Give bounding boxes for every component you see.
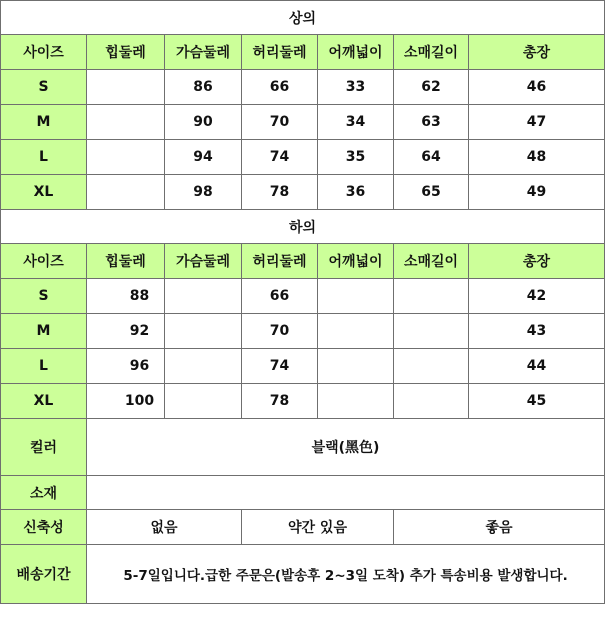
- col-header-waist: 허리둘레: [242, 35, 318, 70]
- table-row: [1, 314, 605, 349]
- bottom-header-row: [1, 244, 605, 279]
- color-row: [1, 419, 605, 476]
- waist-cell: 78: [242, 175, 318, 210]
- length-cell: 46: [469, 70, 605, 105]
- shipping-row: [1, 545, 605, 604]
- col-header-hip: 힙둘레: [87, 35, 165, 70]
- waist-cell: 74: [242, 140, 318, 175]
- length-cell: 47: [469, 105, 605, 140]
- waist-cell: 74: [242, 349, 318, 384]
- size-cell: M: [1, 314, 87, 349]
- hip-cell: 100: [87, 384, 165, 419]
- size-cell: L: [1, 140, 87, 175]
- table-row: [1, 175, 605, 210]
- hip-cell: [87, 140, 165, 175]
- chest-cell: [165, 384, 242, 419]
- shoulder-cell: [318, 314, 394, 349]
- length-cell: 49: [469, 175, 605, 210]
- table-row: [1, 384, 605, 419]
- top-section-title: 상의: [1, 1, 605, 35]
- hip-cell: [87, 175, 165, 210]
- sleeve-cell: 65: [394, 175, 469, 210]
- col-header-waist: 허리둘레: [242, 244, 318, 279]
- sleeve-cell: 62: [394, 70, 469, 105]
- stretch-option-none: 없음: [87, 510, 242, 545]
- bottom-section-title-row: [1, 210, 605, 244]
- hip-cell: 96: [87, 349, 165, 384]
- waist-cell: 70: [242, 314, 318, 349]
- size-cell: S: [1, 279, 87, 314]
- col-header-shoulder: 어깨넓이: [318, 35, 394, 70]
- shoulder-cell: [318, 384, 394, 419]
- hip-cell: [87, 105, 165, 140]
- table-row: [1, 70, 605, 105]
- col-header-chest: 가슴둘레: [165, 244, 242, 279]
- size-cell: M: [1, 105, 87, 140]
- table-row: [1, 349, 605, 384]
- size-cell: XL: [1, 384, 87, 419]
- stretch-option-good: 좋음: [394, 510, 605, 545]
- stretch-row: [1, 510, 605, 545]
- sleeve-cell: [394, 349, 469, 384]
- sleeve-cell: 64: [394, 140, 469, 175]
- length-cell: 48: [469, 140, 605, 175]
- material-row: [1, 476, 605, 510]
- waist-cell: 78: [242, 384, 318, 419]
- table-row: [1, 279, 605, 314]
- hip-cell: 92: [87, 314, 165, 349]
- waist-cell: 66: [242, 70, 318, 105]
- material-label: 소재: [1, 476, 87, 510]
- shipping-value: 5-7일입니다.급한 주문은(발송후 2~3일 도착) 추가 특송비용 발생합니다.: [87, 545, 605, 604]
- sleeve-cell: [394, 279, 469, 314]
- color-value: 블랙(黑色): [87, 419, 605, 476]
- sleeve-cell: [394, 384, 469, 419]
- shoulder-cell: [318, 279, 394, 314]
- chest-cell: [165, 279, 242, 314]
- sleeve-cell: 63: [394, 105, 469, 140]
- col-header-hip: 힙둘레: [87, 244, 165, 279]
- chest-cell: 90: [165, 105, 242, 140]
- chest-cell: 86: [165, 70, 242, 105]
- col-header-length: 총장: [469, 244, 605, 279]
- col-header-size: 사이즈: [1, 244, 87, 279]
- shoulder-cell: 34: [318, 105, 394, 140]
- hip-cell: [87, 70, 165, 105]
- shoulder-cell: 36: [318, 175, 394, 210]
- stretch-label: 신축성: [1, 510, 87, 545]
- size-cell: XL: [1, 175, 87, 210]
- shoulder-cell: 33: [318, 70, 394, 105]
- chest-cell: [165, 314, 242, 349]
- shoulder-cell: [318, 349, 394, 384]
- bottom-section-title: 하의: [1, 210, 605, 244]
- col-header-length: 총장: [469, 35, 605, 70]
- stretch-option-some: 약간 있음: [242, 510, 394, 545]
- col-header-shoulder: 어깨넓이: [318, 244, 394, 279]
- length-cell: 45: [469, 384, 605, 419]
- size-cell: S: [1, 70, 87, 105]
- shipping-label: 배송기간: [1, 545, 87, 604]
- chest-cell: [165, 349, 242, 384]
- shoulder-cell: 35: [318, 140, 394, 175]
- col-header-size: 사이즈: [1, 35, 87, 70]
- color-label: 컬러: [1, 419, 87, 476]
- col-header-chest: 가슴둘레: [165, 35, 242, 70]
- top-header-row: [1, 35, 605, 70]
- table-row: [1, 105, 605, 140]
- table-row: [1, 140, 605, 175]
- col-header-sleeve: 소매길이: [394, 244, 469, 279]
- waist-cell: 66: [242, 279, 318, 314]
- top-section-title-row: [1, 1, 605, 35]
- length-cell: 44: [469, 349, 605, 384]
- chest-cell: 98: [165, 175, 242, 210]
- chest-cell: 94: [165, 140, 242, 175]
- size-cell: L: [1, 349, 87, 384]
- col-header-sleeve: 소매길이: [394, 35, 469, 70]
- waist-cell: 70: [242, 105, 318, 140]
- sleeve-cell: [394, 314, 469, 349]
- material-value: [87, 476, 605, 510]
- length-cell: 42: [469, 279, 605, 314]
- hip-cell: 88: [87, 279, 165, 314]
- length-cell: 43: [469, 314, 605, 349]
